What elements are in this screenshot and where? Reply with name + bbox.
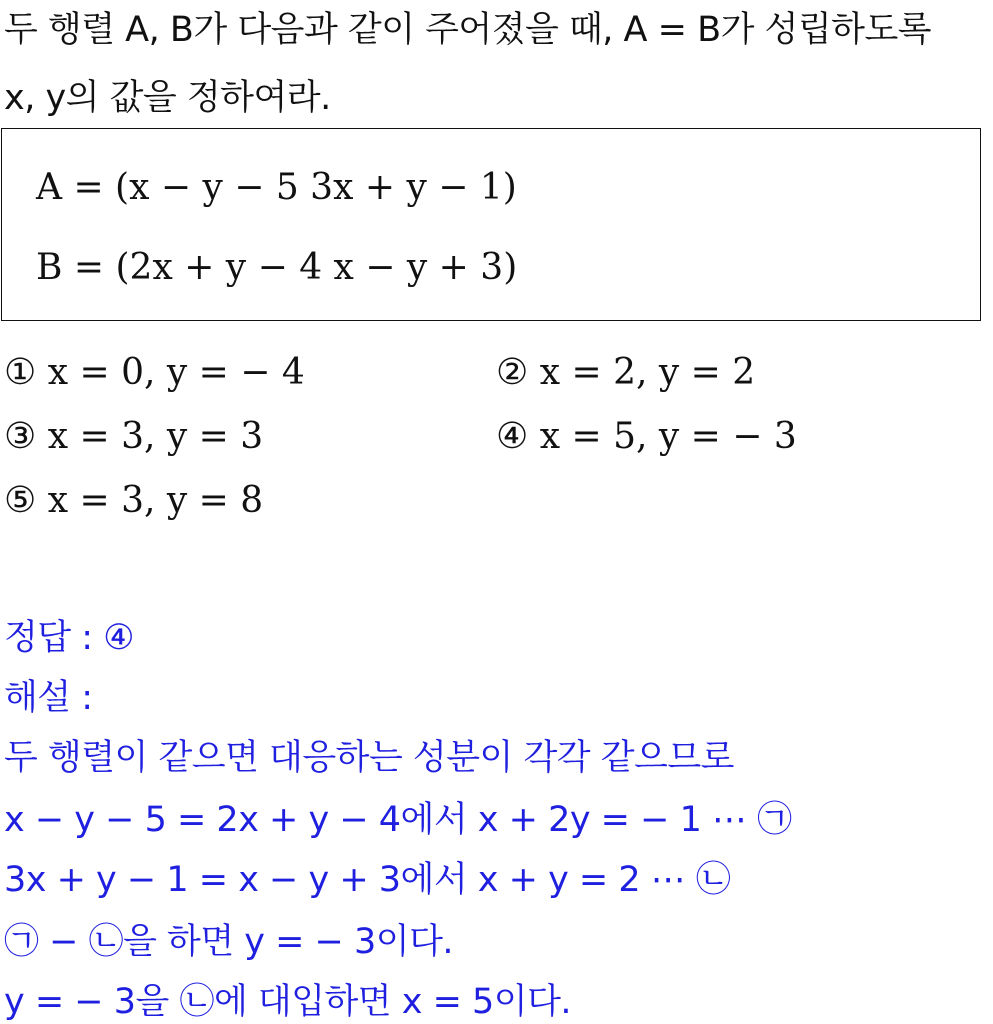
choice-4[interactable]: ④ x = 5, y = − 3 [496, 416, 797, 457]
matrix-b: B = (2x + y − 4 x − y + 3) [36, 247, 518, 288]
explanation-line-3: 3x + y − 1 = x − y + 3에서 x + y = 2 ⋯ ㉡ [4, 860, 731, 900]
choice-5[interactable]: ⑤ x = 3, y = 8 [4, 480, 264, 521]
explanation-line-1: 두 행렬이 같으면 대응하는 성분이 각각 같으므로 [4, 738, 734, 778]
answer-label: 정답 : ④ [4, 618, 135, 658]
choice-3[interactable]: ③ x = 3, y = 3 [4, 416, 264, 457]
question-line-1: 두 행렬 A, B가 다음과 같이 주어졌을 때, A = B가 성립하도록 [4, 10, 932, 50]
matrix-box [1, 128, 981, 321]
choice-1[interactable]: ① x = 0, y = − 4 [4, 352, 305, 393]
explanation-line-5: y = − 3을 ㉡에 대입하면 x = 5이다. [4, 982, 572, 1022]
matrix-a: A = (x − y − 5 3x + y − 1) [36, 167, 517, 208]
explanation-label: 해설 : [4, 678, 93, 718]
choice-2[interactable]: ② x = 2, y = 2 [496, 352, 756, 393]
explanation-line-2: x − y − 5 = 2x + y − 4에서 x + 2y = − 1 ⋯ ㉠ [4, 800, 792, 840]
explanation-line-4: ㉠ − ㉡을 하면 y = − 3이다. [4, 922, 454, 962]
question-line-2: x, y의 값을 정하여라. [4, 78, 331, 118]
